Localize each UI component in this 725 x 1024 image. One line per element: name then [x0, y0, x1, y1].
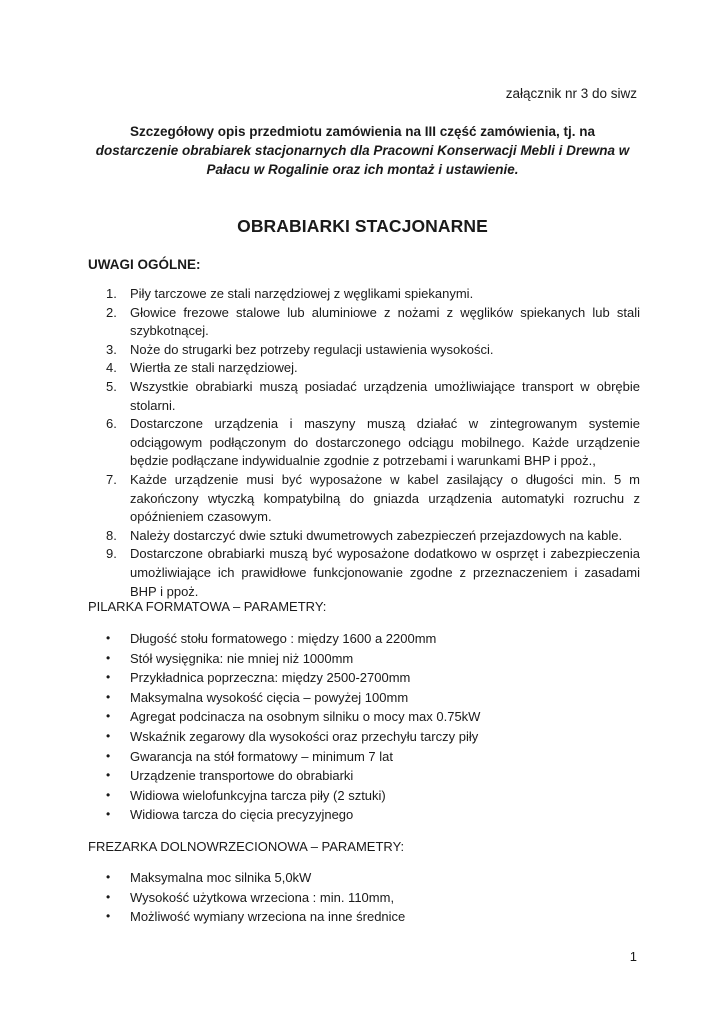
list-item [88, 868, 640, 888]
annex-label: załącznik nr 3 do siwz [505, 86, 637, 101]
list-item [88, 359, 640, 378]
list-item-text: Wskaźnik zegarowy dla wysokości oraz przechyłu tarczy piły [130, 728, 479, 744]
bullet-icon: • [106, 709, 111, 724]
list-item [88, 341, 640, 360]
list-item-text: Dostarczone urządzenia i maszyny muszą działać w zintegrowanym systemie odciągowym podłączonym do dostarczonego odciągu mobilnego. Każde urządzenie będzie podłączane indywidualnie zgodnie z potrzebami i warunkami BHP i ppoż., [130, 416, 640, 469]
list-item-text: Agregat podcinacza na osobnym silniku o mocy max 0.75kW [130, 709, 481, 725]
list-item-text: Długość stołu formatowego : między 1600 a 2200mm [130, 631, 437, 646]
list-item-text: Wysokość użytkowa wrzeciona : min. 110mm, [130, 889, 395, 905]
list-item [88, 378, 640, 415]
list-item [88, 415, 640, 471]
list-item-text: Noże do strugarki bez potrzeby regulacji ustawienia wysokości. [130, 341, 494, 357]
list-item-text: Należy dostarczyć dwie sztuki dwumetrowych zabezpieczeń przejazdowych na kable. [130, 527, 623, 543]
list-item-number: 6. [106, 416, 117, 432]
list-item [88, 545, 640, 601]
list-item-number: 3. [106, 341, 117, 357]
list-item-text: Widiowa wielofunkcyjna tarcza piły (2 sztuki) [130, 787, 386, 803]
list-item [88, 688, 640, 708]
list-item [88, 649, 640, 669]
list-item [88, 304, 640, 341]
list-item-number: 9. [106, 546, 117, 562]
list-item-text: Dostarczone obrabiarki muszą być wyposażone dodatkowo w osprzęt i zabezpieczenia umożliwiające ich prawidłowe funkcjonowanie zgodne z przeznaczeniem i zasadami BHP i ppoż. [130, 546, 640, 599]
page-title: OBRABIARKI STACJONARNE [237, 216, 488, 236]
list-item [88, 766, 640, 786]
list-item-number: 2. [106, 304, 117, 320]
list-item [88, 285, 640, 304]
list-item-text: Możliwość wymiany wrzeciona na inne średnice [130, 909, 406, 925]
list-item-number: 4. [106, 360, 117, 376]
list-item [88, 707, 640, 727]
bullet-icon: • [106, 889, 111, 904]
list-item [88, 471, 640, 527]
bullet-icon: • [106, 807, 111, 822]
list-item-text: Stół wysięgnika: nie mniej niż 1000mm [130, 650, 354, 666]
bullet-icon: • [106, 787, 111, 802]
list-item-text: Każde urządzenie musi być wyposażone w kabel zasilający o długości min. 5 m zakończony wtyczką kompatybilną do gniazda urządzenia automatyki rozruchu z opóźnieniem czasowym. [130, 471, 640, 525]
bullet-icon: • [106, 768, 111, 783]
list-item [88, 888, 640, 908]
list-item-text: Maksymalna wysokość cięcia – powyżej 100mm [130, 689, 409, 705]
intro-bold-text: Szczegółowy opis przedmiotu zamówienia na III część zamówienia, tj. na [129, 124, 596, 139]
list-item-text: Urządzenie transportowe do obrabiarki [130, 768, 354, 784]
list-item-text: Przykładnica poprzeczna: między 2500-2700mm [130, 670, 411, 686]
list-item-text: Głowice frezowe stalowe lub aluminiowe z nożami z węglików spiekanych lub stali szybkotnącej. [130, 304, 640, 339]
bullet-icon: • [106, 670, 111, 685]
list-item [88, 907, 640, 927]
general-remarks-heading: UWAGI OGÓLNE: [88, 257, 201, 272]
list-item [88, 747, 640, 767]
list-item-number: 8. [106, 527, 117, 543]
general-remarks-list [88, 285, 640, 601]
list-item [88, 727, 640, 747]
list-item-text: Widiowa tarcza do cięcia precyzyjnego [130, 807, 354, 823]
bullet-icon: • [106, 650, 111, 665]
list-item [88, 527, 640, 546]
list-item-number: 1. [106, 286, 117, 301]
bullet-icon: • [106, 631, 111, 645]
list-item-text: Wiertła ze stali narzędziowej. [130, 360, 298, 376]
router-parameters-list [88, 868, 640, 927]
page-number: 1 [629, 949, 637, 964]
bullet-icon: • [106, 748, 111, 763]
list-item [88, 786, 640, 806]
bullet-icon: • [106, 689, 111, 704]
list-item-text: Piły tarczowe ze stali narzędziowej z węglikami spiekanymi. [130, 286, 474, 301]
list-item [88, 805, 640, 825]
bullet-icon: • [106, 909, 111, 924]
list-item-number: 5. [106, 378, 117, 394]
saw-section-heading: PILARKA FORMATOWA – PARAMETRY: [88, 599, 327, 614]
list-item-text: Gwarancja na stół formatowy – minimum 7 lat [130, 748, 393, 764]
saw-parameters-list [88, 629, 640, 825]
bullet-icon: • [106, 870, 111, 884]
intro-italic-text: dostarczenie obrabiarek stacjonarnych dla Pracowni Konserwacji Mebli i Drewna w Pałacu w Rogalinie oraz ich montaż i ustawienie. [95, 143, 630, 177]
bullet-icon: • [106, 728, 111, 743]
list-item [88, 668, 640, 688]
list-item-text: Maksymalna moc silnika 5,0kW [130, 870, 312, 885]
intro-paragraph [88, 122, 637, 179]
list-item-number: 7. [106, 471, 117, 487]
router-section-heading: FREZARKA DOLNOWRZECIONOWA – PARAMETRY: [88, 839, 405, 854]
list-item-text: Wszystkie obrabiarki muszą posiadać urządzenia umożliwiające transport w obrębie stolarni. [130, 378, 640, 413]
list-item [88, 629, 640, 649]
